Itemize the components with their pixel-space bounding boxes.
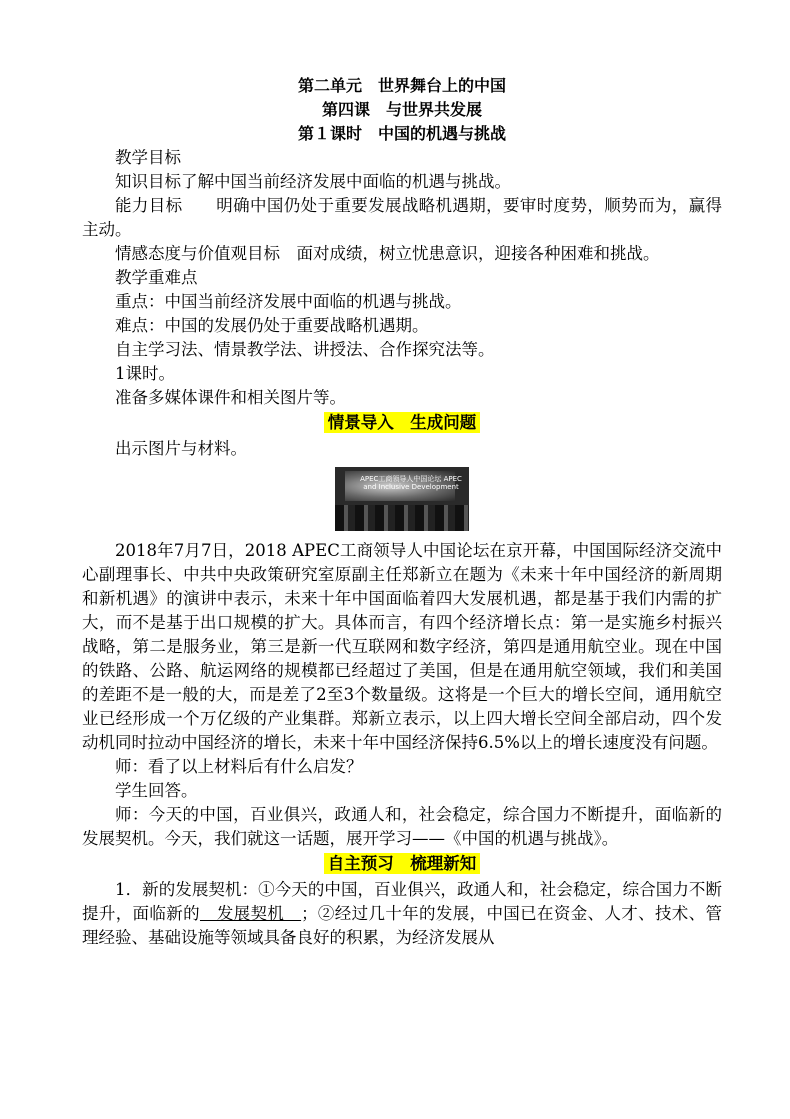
material-paragraph: 2018年7月7日，2018 APEC工商领导人中国论坛在京开幕，中国国际经济交流中心副理事长、中共中央政策研究室原副主任郑新立在题为《未来十年中国经济的新周期和新机遇》的演讲中表示，未来十年中国面临着四大发展机遇，都是基于我们内需的扩大，而不是基于出口规模的扩大。具体而言，有四个经济增长点：第一是实施乡村振兴战略，第二是服务业，第三是新一代互联网和数字经济，第四是通用航空业。现在中国的铁路、公路、航运网络的规模都已经超过了美国，但是在通用航空领域，我们和美国的差距不是一般的大，而是差了2至3个数量级。这将是一个巨大的增长空间，通用航空业已经形成一个万亿级的产业集群。郑新立表示，以上四大增长空间全部启动，四个发动机同时拉动中国经济的增长，未来十年中国经济保持6.5%以上的增长速度没有问题。 — [82, 541, 722, 752]
emotion-objective: 情感态度与价值观目标 面对成绩，树立忧患意识，迎接各种困难和挑战。 — [115, 244, 660, 263]
class-period: 1课时。 — [115, 364, 175, 383]
key-point-difficulty: 难点：中国的发展仍处于重要战略机遇期。 — [115, 316, 429, 335]
document-page — [82, 74, 722, 950]
period-title: 第１课时 中国的机遇与挑战 — [297, 124, 506, 143]
ability-objective: 能力目标 明确中国仍处于重要发展战略机遇期，要审时度势，顺势而为，赢得主动。 — [82, 196, 722, 239]
objectives-heading: 教学目标 — [115, 148, 181, 167]
forum-photo — [335, 467, 469, 531]
teaching-methods: 自主学习法、情景教学法、讲授法、合作探究法等。 — [115, 340, 495, 359]
teacher-summary: 师：今天的中国，百业俱兴，政通人和，社会稳定，综合国力不断提升，面临新的发展契机。今天，我们就这一话题，展开学习——《中国的机遇与挑战》。 — [82, 805, 722, 848]
section-label: 情景导入 生成问题 — [324, 412, 481, 433]
photo-caption: APEC工商领导人中国论坛 APEC and Inclusive Development — [360, 475, 462, 491]
lesson-title: 第四课 与世界共发展 — [321, 100, 482, 119]
student-answer: 学生回答。 — [115, 781, 198, 800]
fill-blank-answer: 发展契机 — [199, 904, 302, 923]
key-points-heading: 教学重难点 — [115, 268, 198, 287]
preview-item-1: 1．新的发展契机：①今天的中国，百业俱兴，政通人和，社会稳定，综合国力不断提升，面临新的 发展契机 ；②经过几十年的发展，中国已在资金、人才、技术、管理经验、基础设施等领域具备良好的积累，为经济发展从 — [82, 880, 723, 947]
intro-instruction: 出示图片与材料。 — [115, 439, 247, 458]
preparation: 准备多媒体课件和相关图片等。 — [115, 388, 346, 407]
knowledge-objective: 知识目标了解中国当前经济发展中面临的机遇与挑战。 — [115, 172, 511, 191]
forum-photo-figure — [82, 467, 722, 535]
section-heading-preview — [82, 852, 722, 876]
section-label: 自主预习 梳理新知 — [324, 853, 481, 874]
unit-title: 第二单元 世界舞台上的中国 — [297, 76, 506, 95]
key-point-focus: 重点：中国当前经济发展中面临的机遇与挑战。 — [115, 292, 462, 311]
section-heading-intro — [82, 411, 722, 435]
teacher-question: 师：看了以上材料后有什么启发？ — [115, 757, 363, 776]
